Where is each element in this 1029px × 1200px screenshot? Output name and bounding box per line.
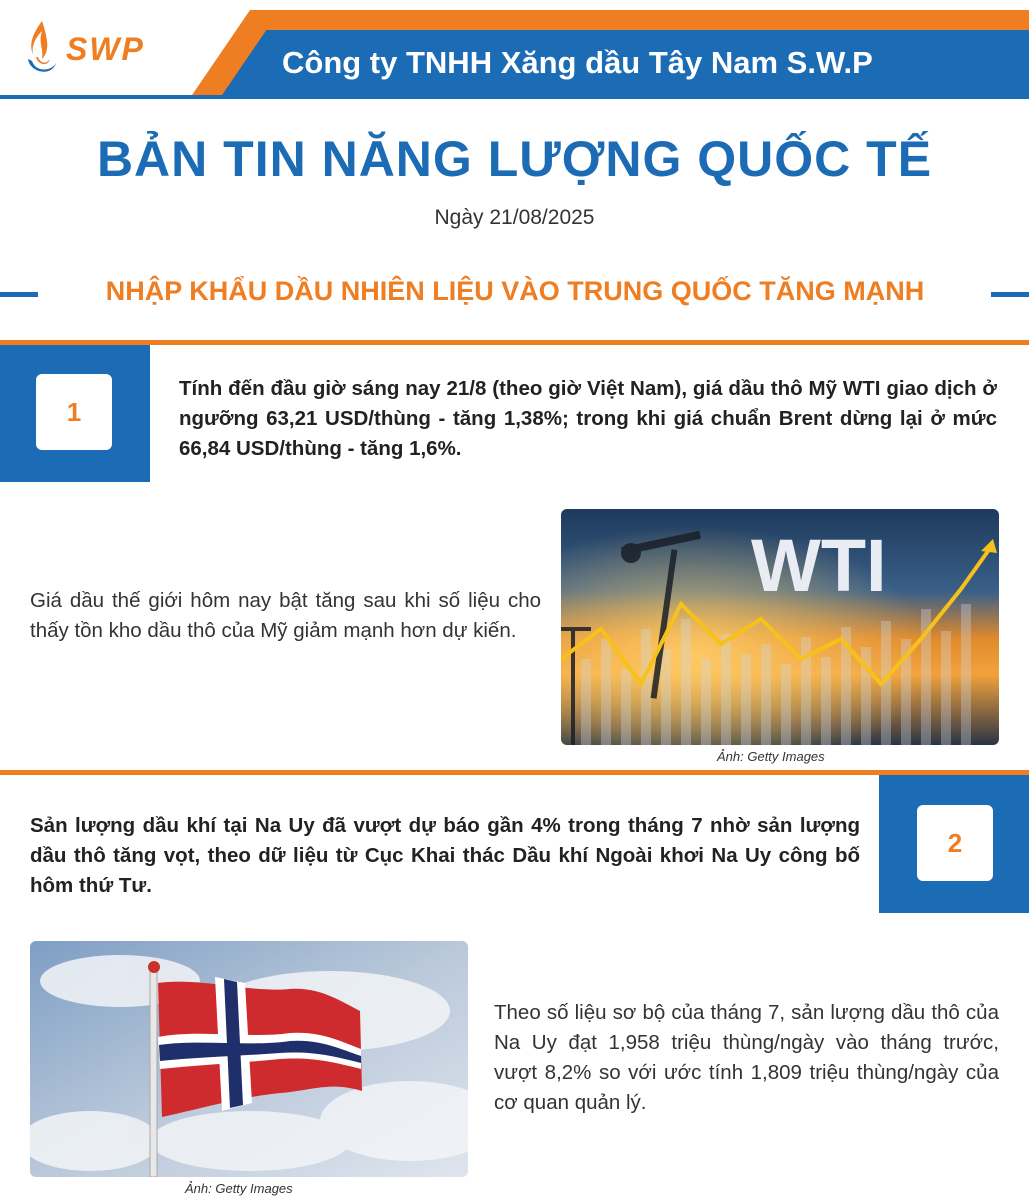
item-2-lead: Sản lượng dầu khí tại Na Uy đã vượt dự báo gần 4% trong tháng 7 nhờ sản lượng dầu thô tăng vọt, theo dữ liệu từ Cục Khai thác Dầu khí Ngoài khơi Na Uy công bố hôm thứ Tư. <box>30 814 860 897</box>
header-bottom-line <box>0 95 1029 99</box>
wti-image-text: WTI <box>751 524 887 607</box>
wti-oil-chart-image <box>561 509 999 745</box>
item-1-body: Giá dầu thế giới hôm nay bật tăng sau khi số liệu cho thấy tồn kho dầu thô của Mỹ giảm mạnh hơn dự kiến. <box>30 589 541 642</box>
header-banner <box>0 0 1029 100</box>
item-1-number-block <box>0 345 150 482</box>
item-1-caption: Ảnh: Getty Images <box>717 749 825 764</box>
page-title: BẢN TIN NĂNG LƯỢNG QUỐC TẾ <box>96 131 933 187</box>
item-2-body: Theo số liệu sơ bộ của tháng 7, sản lượng dầu thô của Na Uy đạt 1,958 triệu thùng/ngày vào tháng trước, vượt 8,2% so với ước tính 1,809 triệu thùng/ngày của cơ quan quản lý. <box>494 1001 999 1114</box>
logo-text: SWP <box>66 30 145 67</box>
section-heading: NHẬP KHẨU DẦU NHIÊN LIỆU VÀO TRUNG QUỐC TĂNG MẠNH <box>105 276 925 306</box>
company-name: Công ty TNHH Xăng dầu Tây Nam S.W.P <box>282 45 873 80</box>
item-1-number: 1 <box>36 374 112 450</box>
norway-flag-photo <box>30 941 468 1177</box>
norway-flag-image <box>30 941 468 1177</box>
divider-1 <box>0 340 1029 345</box>
header-orange-stripe <box>250 10 1029 32</box>
heading-line-right <box>991 292 1029 297</box>
item-2-number: 2 <box>917 805 993 881</box>
wti-photo <box>561 509 999 745</box>
swp-logo <box>22 14 192 84</box>
item-2-number-block <box>879 775 1029 913</box>
item-1-lead: Tính đến đầu giờ sáng nay 21/8 (theo giờ Việt Nam), giá dầu thô Mỹ WTI giao dịch ở ngưỡng 63,21 USD/thùng - tăng 1,38%; trong khi giá chuẩn Brent dừng lại ở mức 66,84 USD/thùng - tăng 1,6%. <box>179 377 997 460</box>
flame-icon <box>22 19 60 79</box>
heading-line-left <box>0 292 38 297</box>
divider-2 <box>0 770 1029 775</box>
publish-date: Ngày 21/08/2025 <box>434 206 595 229</box>
item-2-caption: Ảnh: Getty Images <box>185 1181 293 1196</box>
